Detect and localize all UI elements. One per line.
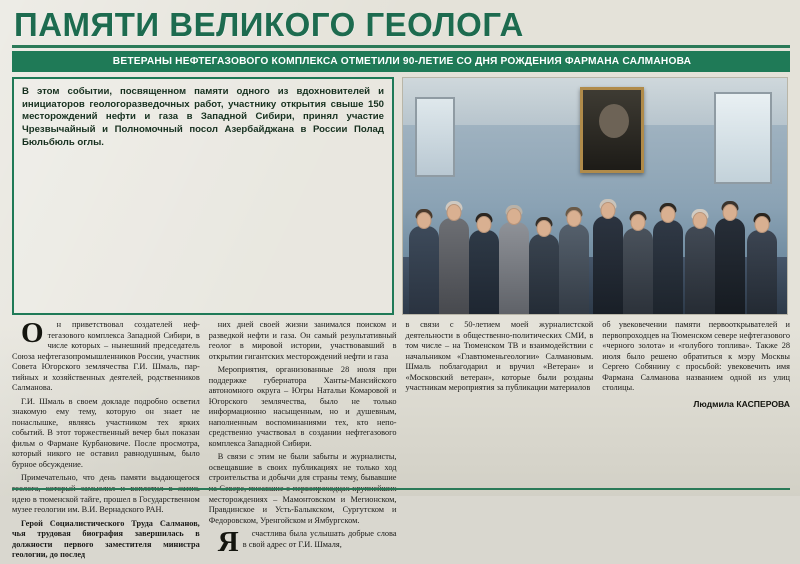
person-figure bbox=[469, 230, 499, 314]
paragraph: В связи с этим не были забыты и журналисты, освещавшие в своих публикациях не только ход строительства и добычи для страны тему, бывавшие месторождениях – Мамонтовском и Мегионском, Правдинское и Усть-Балыкском, Сургутском и Федоровском, Уренгойском и Ямбургском. bbox=[208, 452, 397, 525]
page-title: ПАМЯТИ ВЕЛИКОГО ГЕОЛОГА bbox=[14, 6, 524, 43]
person-figure bbox=[439, 218, 469, 314]
person-figure bbox=[559, 224, 589, 314]
article-column-3 bbox=[406, 320, 594, 564]
paragraph: в связи с 50-летием моей журналистской деятельности в общественно-политических СМИ, в том числе – на Тюменском ТВ и взаимодействии с начальником «Главтюменьгеологии» Салмановым. Шмаль поблагодарил и вручил «Ветеран» и «Московский ветеран», которые были розданы участникам мероприятия за публикации материалов bbox=[405, 320, 594, 393]
footer-divider bbox=[12, 488, 790, 490]
person-figure bbox=[499, 222, 529, 314]
author-signature: Людмила КАСПЕРОВА bbox=[693, 398, 790, 409]
paragraph-bold: Герой Социалистического Труда Салманов, чья трудовая биография завершилась в должности первого заместителя министра геологии, до послед bbox=[12, 518, 200, 560]
paragraph-text: н приветствовал создателей нефтегазового комплекса Западной Сибири, в числе которых – нынешний председатель Союза нефтегазопромышленников России, участник Совета Югорского землячества Г.И. Шмаль, партийных и хозяйственных деятелей, родственников Салманова. bbox=[12, 320, 200, 393]
paragraph-text: счастлива была услышать добрые слова в свой адрес от Г.И. Шмаля, bbox=[242, 529, 397, 549]
paragraph bbox=[12, 317, 200, 394]
subtitle-banner: ВЕТЕРАНЫ НЕФТЕГАЗОВОГО КОМПЛЕКСА ОТМЕТИЛИ 90-ЛЕТИЕ СО ДНЯ РОЖДЕНИЯ ФАРМАНА САЛМАНОВА bbox=[12, 51, 790, 72]
paragraph: Г.И. Шмаль в своем докладе подробно осветил знакомую ему тему, которую он знает не понаслышке, являясь участником тех ярких событий. В этот торжественный вечер был показан фильм о Фармане Курбановиче. После просмотра, который никого не оставил равнодушным, было бурное обсуждение. bbox=[12, 396, 200, 469]
headline-divider bbox=[12, 45, 790, 48]
person-figure bbox=[715, 218, 745, 314]
person-figure bbox=[529, 234, 559, 314]
article-column-2 bbox=[209, 320, 397, 564]
person-figure bbox=[747, 230, 777, 314]
person-figure bbox=[409, 226, 439, 314]
dropcap-letter: О bbox=[21, 317, 44, 349]
person-figure bbox=[653, 220, 683, 314]
paragraph: Мероприятия, организованные 28 июля при поддержке губернатора Ханты-Мансийского автономного округа – Югры Натальи Комаровой и Югорского землячества, было не только информационно насыщенным, но и душевным, наполненным воспоминаниями тех, кто непосредственно участвовал в создании нефтегазового комплекса Западной Сибири. bbox=[208, 365, 397, 448]
event-photo bbox=[402, 77, 788, 315]
lead-section bbox=[12, 77, 790, 315]
paragraph bbox=[209, 526, 397, 559]
dropcap-letter: Я bbox=[217, 526, 239, 559]
article-column-1 bbox=[12, 317, 200, 564]
person-figure bbox=[685, 226, 715, 314]
paragraph: Примечательно, что день памяти выдающегося идею в тюменской тайге, прошел в Государственном музее геологии им. В.И. Вернадского РАН. bbox=[12, 473, 200, 515]
article-column-4 bbox=[602, 320, 790, 564]
paragraph: них дней своей жизни занимался поиском и разведкой нефти и газа. Он самый результативный геолог в мировой истории, участвовавший в открытии гигантских месторождений нефти и газа bbox=[208, 320, 397, 361]
photo-crowd bbox=[403, 135, 787, 314]
lead-paragraph: В этом событии, посвященном памяти одного из вдохновителей и инициаторов геологоразведочных работ, участнику открытия свыше 150 месторождений нефти и газа в Западной Сибири, принял участие Чрезвычайный и Полномочный посол Азербайджана в России Полад Бюльбюль оглы. bbox=[12, 77, 394, 315]
article-columns bbox=[12, 317, 790, 564]
person-figure bbox=[593, 216, 623, 314]
person-figure bbox=[623, 228, 653, 314]
paragraph: об увековечении памяти первооткрывателей и первопроходцев на Тюменском севере нефтегазового «черного золота» и «голубого топлива». Также 28 июля было решено обратиться к мэру Москвы Сергею Собянину с просьбой: увековечить имя Фармана Салманова названием одной из улиц столицы. bbox=[602, 320, 790, 393]
